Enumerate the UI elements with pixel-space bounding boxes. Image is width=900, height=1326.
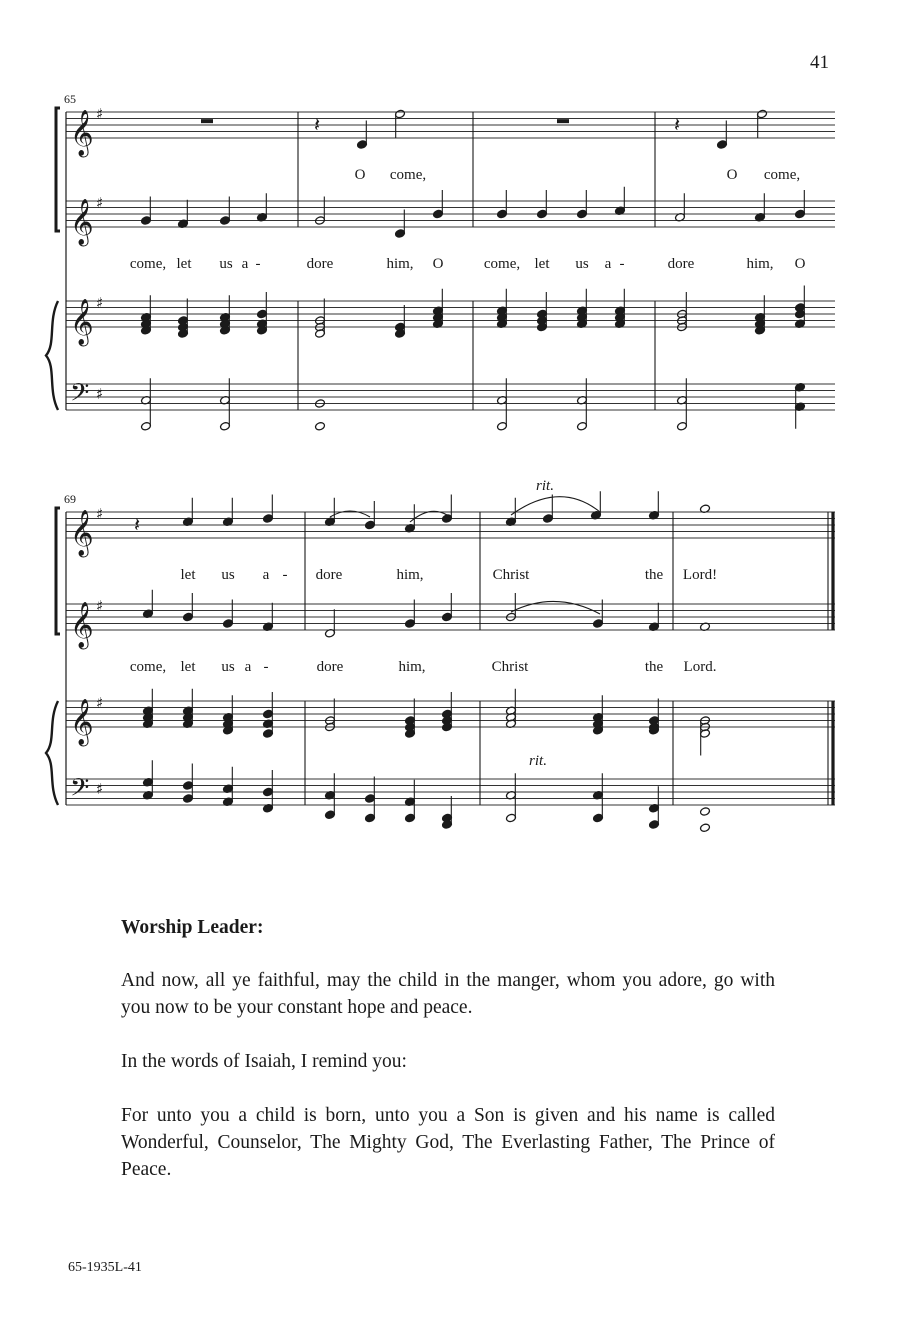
score-system-2 [46, 478, 835, 833]
treble-clef-icon: 𝄞 [70, 510, 94, 556]
lyric-syllable: him, [396, 567, 424, 583]
piano-brace [46, 701, 58, 805]
choir-bracket [56, 508, 60, 634]
lyric-syllable: come, [483, 256, 521, 272]
notehead [700, 807, 711, 817]
half-rest [557, 119, 569, 123]
lyric-syllable: come, [763, 167, 801, 183]
bass-clef-icon: 𝄢 [70, 773, 90, 809]
key-signature-sharp: ♯ [96, 505, 104, 523]
slur [410, 511, 447, 522]
key-signature-sharp: ♯ [96, 694, 104, 712]
lyric-syllable: a [604, 256, 612, 272]
measure-number: 69 [64, 492, 76, 506]
key-signature-sharp: ♯ [96, 597, 104, 615]
lyric-syllable: come, [389, 167, 427, 183]
lyric-syllable: O [354, 167, 366, 183]
lyric-syllable: let [534, 256, 550, 272]
lyric-syllable: Christ [492, 567, 530, 583]
lyric-syllable: O [432, 256, 444, 272]
choir-bracket [56, 108, 60, 231]
key-signature-sharp: ♯ [96, 385, 104, 403]
lyric-syllable: us [221, 567, 235, 583]
lyric-syllable: O [726, 167, 738, 183]
lyric-syllable: - [619, 256, 625, 272]
lyric-syllable: O [794, 256, 806, 272]
page-number: 41 [810, 52, 829, 73]
score-system-1 [46, 105, 835, 431]
notehead [700, 823, 711, 833]
half-rest [201, 119, 213, 123]
lyric-syllable: a [244, 659, 252, 675]
lyric-syllable: a [241, 256, 249, 272]
lyric-syllable: us [219, 256, 233, 272]
notehead [315, 421, 326, 431]
lyric-syllable: let [180, 567, 196, 583]
footer-code: 65-1935L-41 [68, 1260, 142, 1275]
lyric-syllable: dore [306, 256, 334, 272]
lyric-syllable: a [262, 567, 270, 583]
leader-paragraph: And now, all ye faithful, may the child in the manger, whom you adore, go with you now to be your constant hope and peace. [121, 970, 775, 1018]
worship-leader-heading: Worship Leader: [121, 917, 264, 938]
quarter-rest: 𝄽 [674, 112, 681, 137]
key-signature-sharp: ♯ [96, 194, 104, 212]
lyric-syllable: Christ [491, 659, 529, 675]
lyric-syllable: us [575, 256, 589, 272]
lyric-syllable: - [255, 256, 261, 272]
key-signature-sharp: ♯ [96, 294, 104, 312]
lyric-syllable: him, [386, 256, 414, 272]
lyric-syllable: dore [315, 567, 343, 583]
treble-clef-icon: 𝄞 [70, 299, 94, 345]
lyric-syllable: let [176, 256, 192, 272]
lyric-syllable: the [644, 659, 664, 675]
lyric-syllable: let [180, 659, 196, 675]
piano-tempo-marking: rit. [529, 753, 547, 769]
quarter-rest: 𝄽 [134, 512, 141, 537]
lyric-syllable: come, [129, 659, 167, 675]
treble-clef-icon: 𝄞 [70, 199, 94, 245]
lyric-syllable: come, [129, 256, 167, 272]
lyric-syllable: dore [316, 659, 344, 675]
measure-number: 65 [64, 92, 76, 106]
leader-paragraph: For unto you a child is born, unto you a Son is given and his name is called Wonderful, Counselor, The Mighty God, The Everlasting Father, The Prince of Peace. [121, 1105, 775, 1180]
quarter-rest: 𝄽 [314, 112, 321, 137]
leader-paragraph: In the words of Isaiah, I remind you: [121, 1051, 407, 1072]
lyric-syllable: - [282, 567, 288, 583]
treble-clef-icon: 𝄞 [70, 699, 94, 745]
treble-clef-icon: 𝄞 [70, 110, 94, 156]
lyric-syllable: Lord! [682, 567, 718, 583]
lyric-syllable: him, [398, 659, 426, 675]
bass-clef-icon: 𝄢 [70, 378, 90, 414]
piano-brace [46, 301, 58, 410]
lyric-syllable: Lord. [683, 659, 717, 675]
lyric-syllable: the [644, 567, 664, 583]
lyric-syllable: - [263, 659, 269, 675]
treble-clef-icon: 𝄞 [70, 602, 94, 648]
lyric-syllable: us [221, 659, 235, 675]
worship-leader-section [121, 914, 775, 1210]
lyric-syllable: him, [746, 256, 774, 272]
slur [511, 601, 600, 614]
lyric-syllable: dore [667, 256, 695, 272]
key-signature-sharp: ♯ [96, 105, 104, 123]
key-signature-sharp: ♯ [96, 780, 104, 798]
tempo-marking: rit. [536, 478, 554, 494]
